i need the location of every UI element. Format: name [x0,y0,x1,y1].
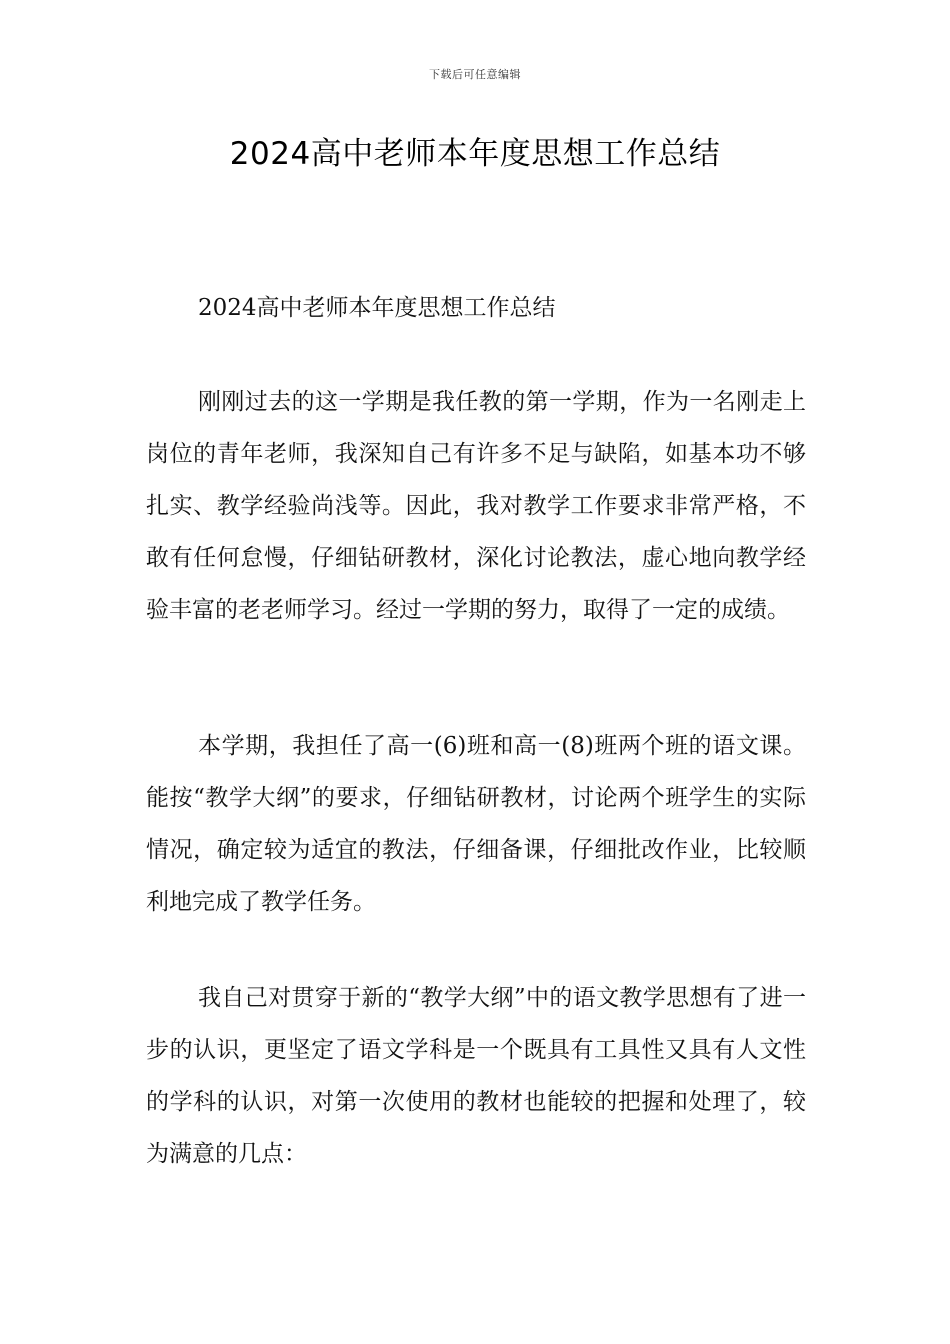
header-note: 下载后可任意编辑 [429,68,521,81]
paragraph-2: 本学期，我担任了高一(6)班和高一(8)班两个班的语文课。能按“教学大纲”的要求，仔细钻研教材，讨论两个班学生的实际情况，确定较为适宜的教法，仔细备课，仔细批改作业，比较顺利地完成了教学任务。 [146,733,806,915]
document-title: 2024高中老师本年度思想工作总结 [229,136,721,172]
paragraph-1: 刚刚过去的这一学期是我任教的第一学期，作为一名刚走上岗位的青年老师，我深知自己有许多不足与缺陷，如基本功不够扎实、教学经验尚浅等。因此，我对教学工作要求非常严格，不敢有任何怠慢，仔细钻研教材，深化讨论教法，虚心地向教学经验丰富的老老师学习。经过一学期的努力，取得了一定的成绩。 [146,389,806,623]
document-subtitle: 2024高中老师本年度思想工作总结 [198,295,556,321]
paragraph-3: 我自己对贯穿于新的“教学大纲”中的语文教学思想有了进一步的认识，更坚定了语文学科是一个既具有工具性又具有人文性的学科的认识，对第一次使用的教材也能较的把握和处理了，较为满意的几点： [146,985,806,1167]
